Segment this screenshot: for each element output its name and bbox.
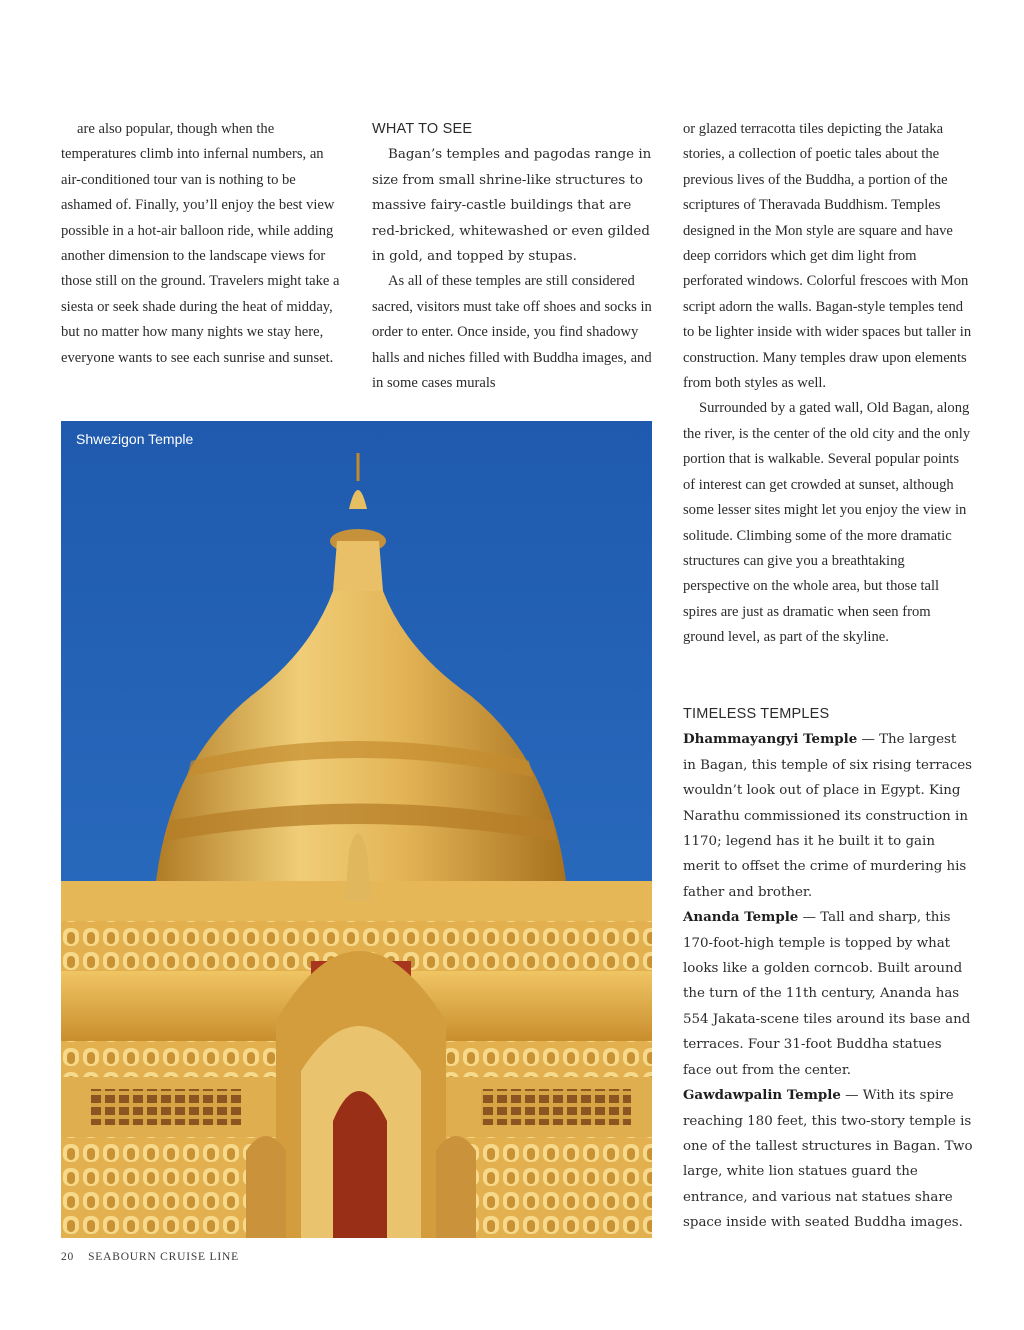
photo-caption: Shwezigon Temple: [76, 431, 194, 447]
lion-statue: [246, 1136, 286, 1238]
timeless-temples-section: [683, 702, 973, 1236]
column-3-paragraph-2: Surrounded by a gated wall, Old Bagan, along the river, is the center of the old city and the only portion that is walkable. Several popular points of interest can get crowded at sunset, although some lesser sites might let you enjoy the view in solitude. Climbing some of the more dramatic structures can give you a breathtaking perspective on the whole area, but those tall spires are just as dramatic when seen from ground level, as part of the skyline.: [683, 400, 971, 646]
red-door: [333, 1091, 387, 1238]
temple-name: Ananda Temple: [683, 909, 799, 926]
column-3-paragraph-1: or glazed terracotta tiles depicting the Jataka stories, a collection of poetic tales about the previous lives of the Buddha, a portion of the scriptures of Theravada Buddhism. Temples designed in the Mon style are square and have deep corridors which get dim light from perforated windows. Colorful frescoes with Mon script adorn the walls. Bagan-style temples tend to be lighter inside with wider spaces but taller in construction. Many temples draw upon elements from both styles as well.: [683, 121, 972, 392]
temple-description: — With its spire reaching 180 feet, this two-story temple is one of the tallest structures in Bagan. Two large, white lion statues guard the entrance, and various nat statues share space inside with seated Buddha images.: [683, 1088, 973, 1231]
lattice-panel: [481, 1089, 631, 1125]
temple-name: Gawdawpalin Temple: [683, 1087, 841, 1104]
temple-entry: [683, 905, 973, 1083]
pagoda-illustration: [61, 421, 652, 1238]
column-2: [372, 117, 654, 396]
what-to-see-paragraph-1: Bagan’s temples and pagodas range in size from small shrine-like structures to massive fairy-castle buildings that are red-bricked, whitewashed or even gilded in gold, and topped by stupas.: [372, 147, 652, 265]
section-heading-timeless-temples: TIMELESS TEMPLES: [683, 706, 830, 722]
page-footer: [61, 1251, 253, 1263]
temple-description: — The largest in Bagan, this temple of six rising terraces wouldn’t look out of place in Egypt. King Narathu commissioned its construction in 1170; legend has it he built it to gain merit to offset the crime of murdering his father and brother.: [683, 732, 973, 900]
publication-name: SEABOURN CRUISE LINE: [88, 1251, 239, 1263]
column-1: [61, 117, 346, 371]
temple-entry: [683, 1083, 973, 1235]
shwezigon-temple-photo: [61, 421, 652, 1238]
lattice-panel: [91, 1089, 241, 1125]
temple-name: Dhammayangyi Temple: [683, 731, 858, 748]
page-number: 20: [61, 1251, 75, 1263]
column-3: [683, 117, 973, 651]
section-heading-what-to-see: WHAT TO SEE: [372, 121, 473, 137]
column-1-paragraph: are also popular, though when the temperatures climb into infernal numbers, an air-conditioned tour van is nothing to be ashamed of. Finally, you’ll enjoy the best view possible in a hot-air balloon ride, while adding another dimension to the landscape views for those still on the ground. Travelers might take a siesta or seek shade during the heat of midday, but no matter how many nights we stay here, everyone wants to see each sunrise and sunset.: [61, 121, 340, 366]
spire-upper: [333, 541, 383, 591]
what-to-see-paragraph-2: As all of these temples are still considered sacred, visitors must take off shoes and socks in order to enter. Once inside, you find shadowy halls and niches filled with Buddha images, and in some cases murals: [372, 273, 652, 392]
temple-entry: [683, 727, 973, 905]
temple-description: — Tall and sharp, this 170-foot-high temple is topped by what looks like a golden corncob. Built around the turn of the 11th century, Ananda has 554 Jakata-scene tiles around its base and terraces. Four 31-foot Buddha statues face out from the center.: [683, 910, 971, 1078]
lion-statue: [436, 1136, 476, 1238]
